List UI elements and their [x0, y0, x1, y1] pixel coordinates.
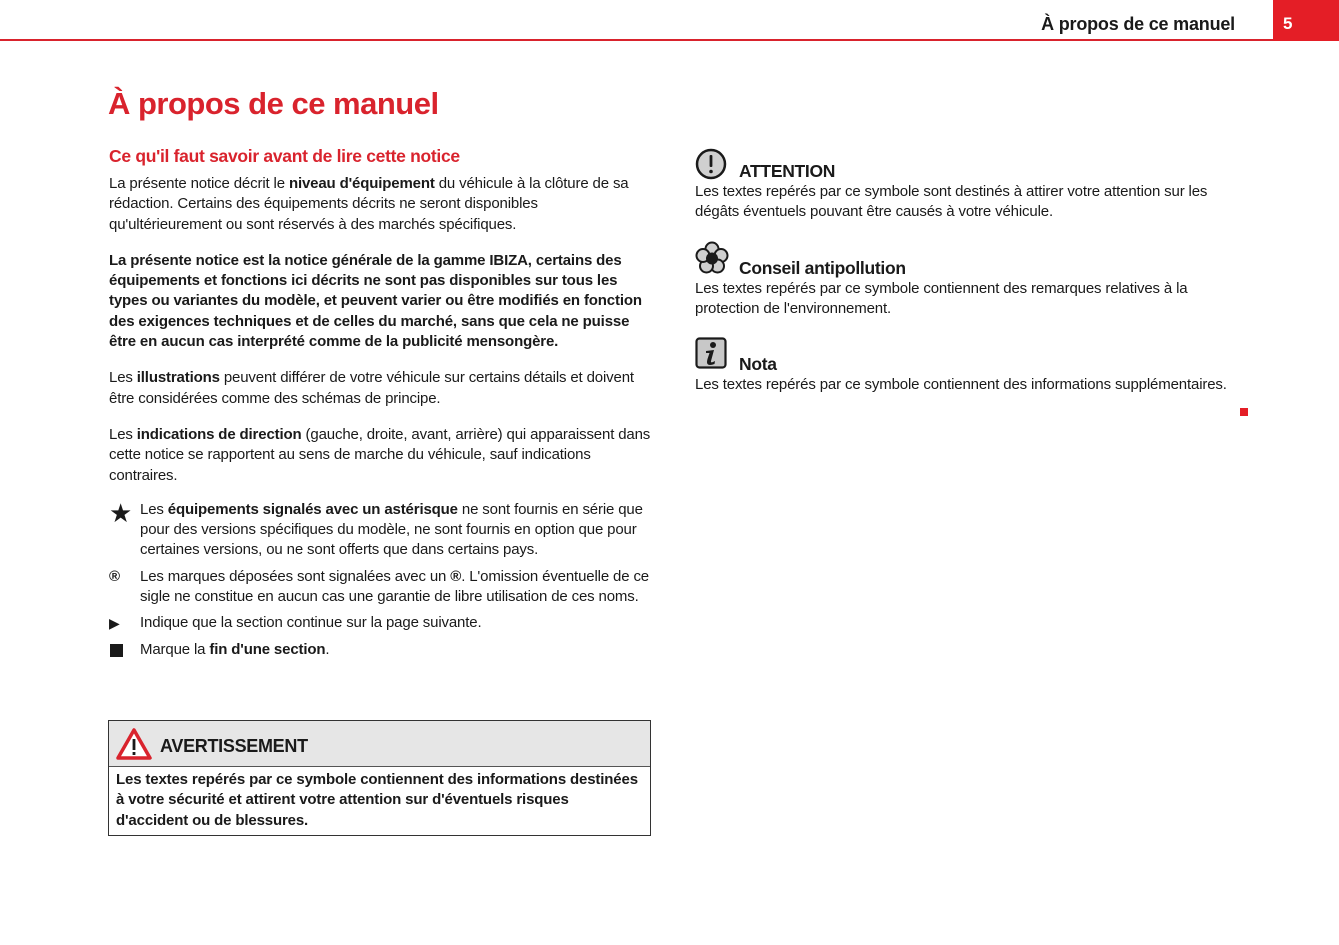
asterisk-icon: ★: [109, 497, 133, 528]
text: Les: [109, 369, 137, 387]
notice-title: ATTENTION: [739, 161, 836, 181]
legend-item-end-section: [109, 640, 654, 660]
notice-header: [695, 339, 1240, 375]
text: peuvent différer de votre véhicule sur certains détails et doivent être considérées comme des schémas de principe.: [109, 369, 634, 407]
notice-title: Nota: [739, 354, 777, 375]
page-title: À propos de ce manuel: [108, 86, 439, 121]
text: Les: [109, 425, 137, 443]
continue-arrow-icon: ▶: [109, 615, 120, 632]
text: (gauche, droite, avant, arrière) qui apparaissent dans cette notice se rapportent au sens de marche du véhicule, sauf indications contraires.: [109, 425, 651, 484]
page-number-box: [1273, 0, 1339, 41]
warning-body: Les textes repérés par ce symbole contiennent des informations destinées à votre sécurité et attirent votre attention sur d'éventuels risques d'accident ou de blessures.: [116, 771, 638, 829]
notice-title: Conseil antipollution: [739, 257, 906, 278]
info-icon: [695, 337, 727, 374]
text: ne sont fournis en série que pour des versions spécifiques du modèle, ne sont fournis en option que pour certaines versions, ou ne sont offerts que dans certains pays.: [140, 500, 643, 559]
page-number: 5: [1283, 14, 1293, 33]
text: . L'omission éventuelle de ce sigle ne constitue en aucun cas une garantie de libre utilisation de ces noms.: [140, 567, 649, 606]
notice-environment: [695, 243, 1240, 320]
right-column: [695, 146, 1240, 415]
running-header-title: À propos de ce manuel: [1041, 14, 1235, 34]
end-of-section-icon: [110, 644, 123, 657]
paragraph-ibiza-disclaimer: La présente notice est la notice générale de la gamme IBIZA, certains des équipements et fonctions ici décrits ne sont pas disponibles sur tous les types ou variantes du modèle, et peuvent varier ou être modifiés en fonction des exigences techniques et de celles du marché, sans que cela ne puisse être en aucun cas interprété comme de la publicité mensongère.: [109, 251, 642, 351]
section-heading: Ce qu'il faut savoir avant de lire cette notice: [109, 146, 460, 166]
warning-box: [108, 720, 651, 836]
notice-header: [695, 146, 1240, 182]
end-of-section-marker: [1240, 408, 1248, 416]
notice-nota: [695, 339, 1240, 395]
exclamation-circle-icon: [695, 148, 727, 185]
notice-body: Les textes repérés par ce symbole contiennent des informations supplémentaires.: [695, 376, 1227, 394]
notice-body: Les textes repérés par ce symbole contiennent des remarques relatives à la protection de l'environnement.: [695, 279, 1188, 317]
warning-triangle-icon: [116, 728, 152, 765]
registered-icon: ®: [109, 567, 120, 585]
legend-item-continue: [109, 613, 654, 633]
flower-icon: [695, 241, 729, 280]
bold-text: ®: [450, 567, 462, 585]
text: La présente notice décrit le: [109, 175, 289, 192]
legend-item-asterisk: [109, 497, 654, 561]
text: du véhicule à la clôture de sa rédaction. Certains des équipements décrits ne seront disponibles qu'ultérieurement ou sont réservés à des marchés spécifiques.: [109, 175, 629, 233]
bold-text: fin d'une section: [209, 640, 326, 658]
legend-item-registered: [109, 567, 654, 608]
warning-header: [109, 721, 650, 767]
text: Les marques déposées sont signalées avec un: [140, 567, 451, 585]
notice-header: [695, 243, 1240, 279]
paragraph-directions: [109, 425, 654, 486]
bold-text: niveau d'équipement: [288, 175, 435, 192]
bold-text: indications de direction: [136, 425, 302, 443]
header-divider: [0, 39, 1339, 41]
paragraph-illustrations: [109, 368, 654, 409]
paragraph-equipment-level: [109, 174, 654, 235]
left-column: [109, 146, 654, 666]
notice-body: Les textes repérés par ce symbole sont destinés à attirer votre attention sur les dégâts éventuels pouvant être causés à votre véhicule.: [695, 183, 1208, 221]
notice-attention: [695, 146, 1240, 223]
text: Indique que la section continue sur la page suivante.: [140, 614, 482, 632]
warning-title: AVERTISSEMENT: [160, 736, 308, 756]
text: Les: [140, 500, 168, 518]
bold-text: équipements signalés avec un astérisque: [167, 500, 458, 518]
text: .: [325, 640, 330, 658]
text: Marque la: [140, 640, 210, 658]
bold-text: illustrations: [136, 369, 220, 387]
symbol-legend-list: [109, 497, 654, 660]
